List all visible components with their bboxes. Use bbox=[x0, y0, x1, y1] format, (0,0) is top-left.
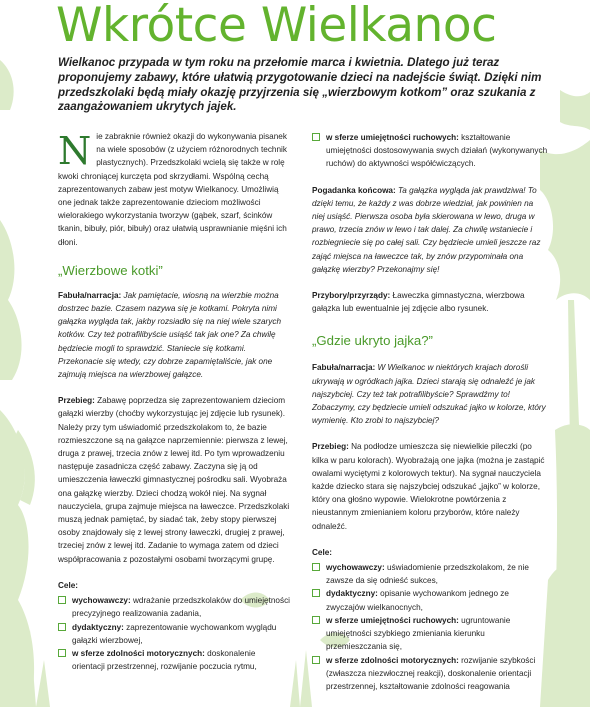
cel-text: kształtowanie umiejętności dostosowywania swych działań (wykonywanych ruchów) do aktywności współćwiczących. bbox=[326, 133, 548, 169]
cel-text: ugruntowanie umiejętności szybkiego zmieniania kierunku przemieszczania się, bbox=[326, 615, 511, 652]
pogadanka-paragraph bbox=[312, 184, 548, 276]
fabula-text: W Wielkanoc w niektórych krajach dorośli ukrywają w ogródkach jajka. Dzieci starają się odnaleźć je jak najszybciej. Czy też tak potrafilibyście? Sprawdźmy to! Zobaczymy, czy będziecie umieli odszukać jajko w kolorze, który wymienię. Kto zrobi to najszybciej? bbox=[312, 363, 546, 426]
fabula-paragraph-2 bbox=[312, 361, 548, 427]
cel-label: dydaktyczny: bbox=[326, 589, 378, 599]
bullet-square-icon bbox=[312, 589, 320, 597]
cel-label: wychowawczy: bbox=[72, 596, 131, 606]
fabula-text: Jak pamiętacie, wiosną na wierzbie można dostrzec bazie. Czasem nazywa się je kotkami. Pokryta nimi gałązka wygląda tak, jakby rozsiadło się na niej wiele szarych kotków. Czy też potrafilibyście usiąść tak jak one? Za chwilę będziecie mogli to sprawdzić. Staniecie się kotkami. Przekonacie się wtedy, czy dobrze zapamiętaliście, jak one zajmują miejsca na wierzbowej gałązce. bbox=[58, 290, 281, 380]
cel-label: wychowawczy: bbox=[326, 563, 385, 573]
bullet-square-icon bbox=[312, 656, 320, 664]
pogadanka-text: Ta gałązka wygląda jak prawdziwa! To dzięki temu, że każdy z was dobrze wiedział, jak powinien na niej usiąść. Pierwsza osoba była skierowana w lewo, druga w prawo, trzecia znów w lewo i tak dalej. Za chwilę wstaniecie i rozbiegniecie się po całej sali. Czy będziecie umieli jeszcze raz zająć miejsca na ławeczce tak, by znów przypominała ona gałązkę wierzby? Przekonajmy się! bbox=[312, 185, 541, 274]
list-item bbox=[312, 131, 548, 171]
bullet-square-icon bbox=[312, 563, 320, 571]
przebieg-text: Zabawę poprzedza się zaprezentowaniem dzieciom gałązki wierzby (choćby wykorzystując jej zdjęcie lub rysunek). Należy przy tym uświadomić przedszkolakom to, że bazie rozmieszczone są na gałązce naprzemiennie: pierwsza z lewej, druga z prawej, trzecia znów z lewej itd. Po tym wprowadzeniu następuje zasadnicza część zabawy. Zaczyna się ją od umieszczenia ławeczki gimnastycznej pośrodku sali. Wyobraża ona gałązkę wierzby. Dzieci chodzą wokół niej. Na sygnał nauczyciela, grupa zajmuje miejsca na ławeczce. Przedszkolaki muszą jednak pamiętać, by siadać tak, żeby stopy pierwszej osoby znajdowały się z lewej strony ławeczki, drugiej z prawej, trzeciej znów z lewej itd. Zadanie to wymaga zatem od dzieci współpracowania z pozostałymi osobami tworzącymi grupę. bbox=[58, 396, 290, 564]
cel-label: w sferze zdolności motorycznych: bbox=[72, 648, 205, 658]
list-item bbox=[58, 647, 290, 673]
fabula-label: Fabuła/narracja: bbox=[312, 363, 376, 373]
przebieg-label: Przebieg: bbox=[312, 442, 349, 452]
przebieg-paragraph-1 bbox=[58, 394, 290, 566]
bullet-square-icon bbox=[58, 623, 66, 631]
cel-text: wdrażanie przedszkolaków do umiejętności precyzyjnego realizowania zadania, bbox=[72, 596, 290, 619]
cel-text: opisanie wychowankom jednego ze zwyczajów wielkanocnych, bbox=[326, 589, 509, 612]
przebieg-paragraph-2 bbox=[312, 440, 548, 532]
przybory-label: Przybory/przyrządy: bbox=[312, 291, 391, 301]
cel-text: doskonalenie orientacji przestrzennej, rozwijanie poczucia rytmu, bbox=[72, 648, 257, 672]
bullet-square-icon bbox=[312, 616, 320, 624]
article-lead: Wielkanoc przypada w tym roku na przełomie marca i kwietnia. Dlatego już teraz proponujemy zabawy, które ułatwią przygotowanie dzieci na nadejście świąt. Dzięki nim przedszkolaki będą miały okazję przyjrzenia się „wierzbowym kotkom” oraz szukania z zaangażowaniem ukrytych jajek. bbox=[58, 56, 542, 114]
przebieg-label: Przebieg: bbox=[58, 396, 95, 406]
cel-text: rozwijanie szybkości (zwłaszcza niezwłocznej reakcji), doskonalenie orientacji przestrzennej, kształtowanie zdolności reagowania bbox=[326, 655, 536, 691]
list-item bbox=[312, 654, 548, 694]
section-title-gdzie-ukryto-jajka: „Gdzie ukryto jajka?” bbox=[312, 333, 433, 349]
bullet-square-icon bbox=[58, 596, 66, 604]
cel-text: uświadomienie przedszkolakom, że nie zawsze da się odnieść sukces, bbox=[326, 563, 529, 586]
cele-label: Cele: bbox=[312, 547, 333, 557]
przybory-text: Ławeczka gimnastyczna, wierzbowa gałązka lub ewentualnie jej zdjęcie albo rysunek. bbox=[312, 291, 525, 314]
list-item bbox=[312, 587, 548, 613]
cele-list-1 bbox=[58, 594, 290, 673]
list-item bbox=[312, 561, 548, 587]
list-item bbox=[58, 621, 290, 647]
intro-text: ie zabraknie również okazji do wykonywania pisanek na wiele sposobów (z użyciem różnorodnych technik plastycznych). Przedszkolaki wcielą się także w rolę kwoki chroniącej kurczęta pod skrzydłami. Wspólną cechą zaprezentowanych zabaw jest motyw Wielkanocy. Umożliwią one jednak także zaprezentowanie dzieciom możliwości wielorakiego wykorzystania tworzyw (gąbek, szarf, ścinków tkanin, bibuły, piór, bibuły) oraz ułatwią usprawnianie mięśni ich dłoni. bbox=[58, 132, 287, 247]
cele-list-1-continued bbox=[312, 131, 548, 171]
przebieg-text: Na podłodze umieszcza się niewielkie pileczki (po kilka w paru kolorach). Wyobrażają one jajka (można je zastąpić owalami wyciętymi z kolorowych tektur). Na sygnał nauczyciela każde dziecko stara się najszybciej odszukać „jajko” w kolorze, który ona głośno wypowie. Wielokrotne powtórzenia z nieustannym zmienianiem koloru przyborów, które należy odnaleźć. bbox=[312, 442, 545, 531]
list-item bbox=[58, 594, 290, 620]
cele-heading-2 bbox=[312, 546, 548, 559]
cel-text: zaprezentowanie wychowankom wyglądu gałązki wierzbowej, bbox=[72, 622, 277, 645]
fabula-paragraph-1 bbox=[58, 289, 290, 381]
drop-cap: N bbox=[58, 129, 92, 173]
pogadanka-label: Pogadanka końcowa: bbox=[312, 185, 396, 195]
cele-list-2 bbox=[312, 561, 548, 693]
cel-label: dydaktyczny: bbox=[72, 622, 124, 632]
cel-label: w sferze zdolności motorycznych: bbox=[326, 655, 459, 665]
article-title: Wkrótce Wielkanoc bbox=[56, 0, 497, 53]
fabula-label: Fabuła/narracja: bbox=[58, 290, 122, 300]
bullet-square-icon bbox=[312, 133, 320, 141]
intro-paragraph bbox=[58, 130, 290, 249]
cel-label: w sferze umiejętności ruchowych: bbox=[326, 615, 459, 625]
section-title-wierzbowe-kotki: „Wierzbowe kotki” bbox=[58, 262, 163, 278]
przybory-paragraph bbox=[312, 289, 548, 315]
cele-heading-1 bbox=[58, 579, 290, 592]
cele-label: Cele: bbox=[58, 580, 79, 590]
left-column bbox=[58, 130, 290, 673]
cel-label: w sferze umiejętności ruchowych: bbox=[326, 133, 459, 142]
bullet-square-icon bbox=[58, 649, 66, 657]
right-column bbox=[312, 131, 548, 693]
list-item bbox=[312, 614, 548, 654]
